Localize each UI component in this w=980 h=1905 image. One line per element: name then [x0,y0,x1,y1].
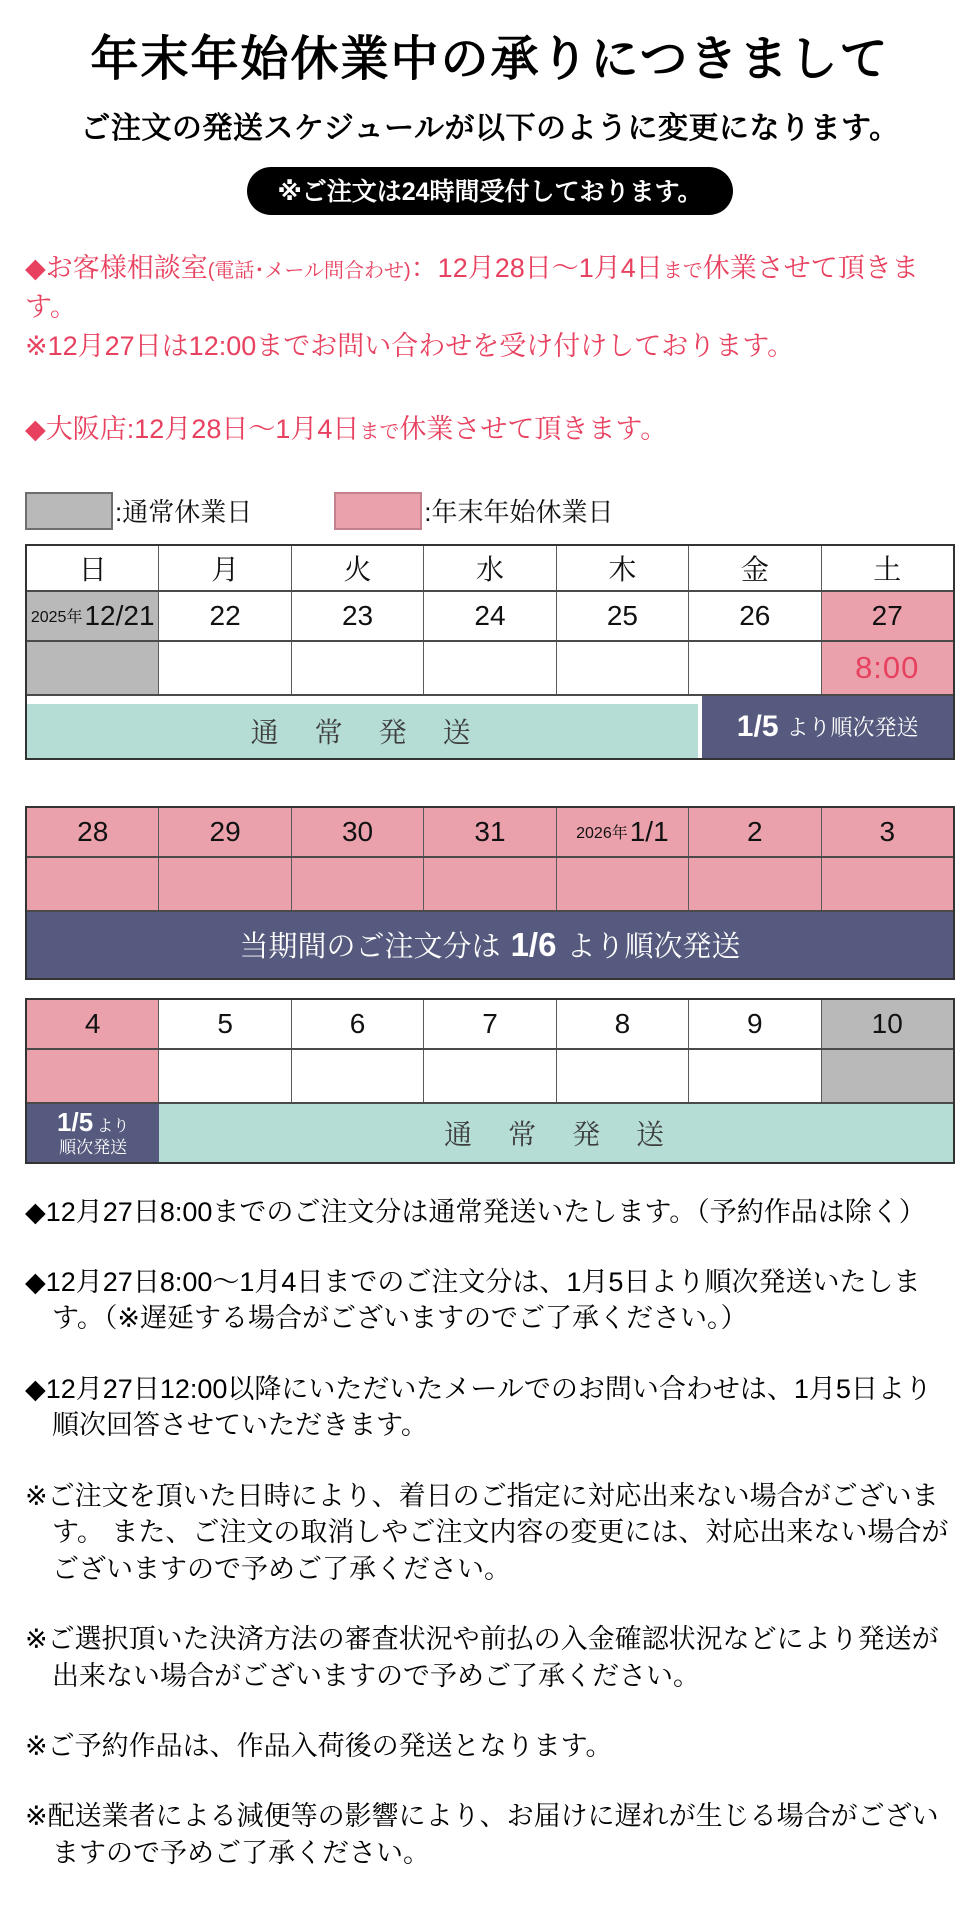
weekday-mon: 月 [158,546,290,590]
note-item-4: ※ご注文を頂いた日時により、着日のご指定に対応出来ない場合がございます。 また、ご注文の取消しやご注文内容の変更には、対応出来ない場合がございますので予めご了承ください。 [25,1480,949,1584]
order-24h-badge: ※ご注文は24時間受付しております。 [247,167,732,215]
week2-shipping-band-row [27,910,953,978]
spacer [0,980,980,998]
blank-cell [556,858,688,910]
date-cell-0102: 2 [688,808,820,856]
date-cell-22: 22 [158,592,290,640]
week2-status-row [27,856,953,910]
ship-start-date: 1/5 [57,1106,94,1137]
normal-holiday-swatch-icon [25,492,113,530]
blank-cell [688,1050,820,1102]
band-date: 1/6 [510,925,557,963]
normal-shipping-band: 通 常 発 送 [159,1104,953,1162]
date-cell-0107: 7 [423,1000,555,1048]
year-prefix-2025: 2025年 [30,609,83,627]
date-cell-28: 28 [27,808,158,856]
week1-date-row [27,590,953,640]
ship-start-date: 1/5 [736,709,779,743]
calendar-week3 [25,998,955,1164]
blank-cell [688,858,820,910]
date-cell-0103: 3 [821,808,953,856]
note-item-5: ※ご選択頂いた決済方法の審査状況や前払の入金確認状況などにより発送が出来ない場合がございますので予めご了承ください。 [25,1624,939,1691]
date-cell-30: 30 [291,808,423,856]
date-value: 12/21 [84,599,155,631]
blank-cell [423,858,555,910]
support-room-dates: ：12月28日～1月4日 [410,253,663,283]
blank-cell [291,1050,423,1102]
calendar-week1 [25,544,955,760]
date-cell-26: 26 [688,592,820,640]
blank-cell [158,642,290,694]
blank-cell [291,642,423,694]
date-cell-1221 [27,592,158,640]
date-cell-24: 24 [423,592,555,640]
blank-cell [556,1050,688,1102]
weekday-sat: 土 [821,546,953,590]
week1-shipping-band-row [27,694,953,758]
date-cell-0104: 4 [27,1000,158,1048]
weekday-fri: 金 [688,546,820,590]
date-cell-0101 [556,808,688,856]
year-prefix-2026: 2026年 [576,825,628,843]
date-cell-0108: 8 [556,1000,688,1048]
week3-date-row [27,1000,953,1048]
legend-label-holiday: :年末年始休業日 [424,497,614,528]
band-post-text: より順次発送 [566,931,741,964]
support-room-notice [25,249,955,366]
week3-shipping-band-row [27,1102,953,1162]
week1-status-row [27,640,953,694]
note-item-2: ◆12月27日8:00～1月4日までのご注文分は、1月5日より順次発送いたします。（※遅延する場合がございますのでご了承ください。） [25,1267,921,1334]
blank-cell [158,1050,290,1102]
date-cell-23: 23 [291,592,423,640]
date-value: 1/1 [629,815,669,847]
blank-cell [27,1050,158,1102]
note-item-3: ◆12月27日12:00以降にいただいたメールでのお問い合わせは、1月5日より順次回答させていただきます。 [25,1373,932,1441]
legend-item-newyear-holiday [334,492,613,530]
cutoff-time: 8:00 [855,649,920,685]
note-item-1: ◆12月27日8:00までのご注文分は通常発送いたします。（予約作品は除く） [25,1196,926,1227]
blank-cell [27,642,158,694]
ship-start-made: より [97,1117,130,1135]
cutoff-cell [821,642,953,694]
date-cell-0109: 9 [688,1000,820,1048]
holiday-shipping-band [702,696,953,758]
support-room-prefix: ◆お客様相談室 [25,253,208,283]
osaka-suffix: 休業させて頂きます。 [399,414,668,445]
page-title: 年末年始休業中の承りにつきまして [90,33,890,86]
support-room-suffix: 休業させて頂きます。 [25,253,919,323]
band-pre-text: 当期間のご注文分は [239,931,501,964]
date-cell-0106: 6 [291,1000,423,1048]
weekday-sun: 日 [27,546,158,590]
legend [25,492,955,530]
legend-item-normal-holiday [25,492,252,530]
blank-cell [291,858,423,910]
date-cell-0110: 10 [821,1000,953,1048]
calendar-week2 [25,806,955,980]
blank-cell [556,642,688,694]
note-item-6: ※ご予約作品は、作品入荷後の発送となります。 [25,1730,613,1761]
date-cell-25: 25 [556,592,688,640]
date-cell-27: 27 [821,592,953,640]
legend-label-normal: :通常休業日 [115,497,253,528]
week2-date-row [27,808,953,856]
normal-shipping-band: 通 常 発 送 [27,704,698,758]
holiday-period-shipping-band [27,912,953,978]
sequential-shipping-cell [27,1104,159,1162]
week3-status-row [27,1048,953,1102]
blank-cell [821,1050,953,1102]
blank-cell [27,858,158,910]
blank-cell [821,858,953,910]
support-room-paren: (電話･メール問合わせ) [207,260,411,282]
blank-cell [423,1050,555,1102]
support-room-note: ※12月27日は12:00までお問い合わせを受け付けしております。 [25,331,795,362]
newyear-holiday-swatch-icon [334,492,422,530]
blank-cell [423,642,555,694]
ship-start-text: より順次発送 [786,715,919,741]
weekday-header-row [27,546,953,590]
note-item-7: ※配送業者による減便等の影響により、お届けに遅れが生じる場合がございますので予めご了承ください。 [25,1801,939,1868]
date-cell-29: 29 [158,808,290,856]
osaka-made: まで [359,421,400,444]
osaka-prefix: ◆大阪店:12月28日～1月4日 [25,414,360,445]
weekday-wed: 水 [423,546,555,590]
page-subtitle: ご注文の発送スケジュールが以下のように変更になります。 [80,112,900,145]
support-room-made: まで [662,260,703,282]
spacer [0,760,980,806]
weekday-tue: 火 [291,546,423,590]
blank-cell [688,642,820,694]
ship-start-line2: 順次発送 [59,1137,128,1157]
date-cell-31: 31 [423,808,555,856]
notes-section [25,1194,955,1872]
osaka-store-notice [25,410,955,449]
blank-cell [158,858,290,910]
date-cell-0105: 5 [158,1000,290,1048]
weekday-thu: 木 [556,546,688,590]
